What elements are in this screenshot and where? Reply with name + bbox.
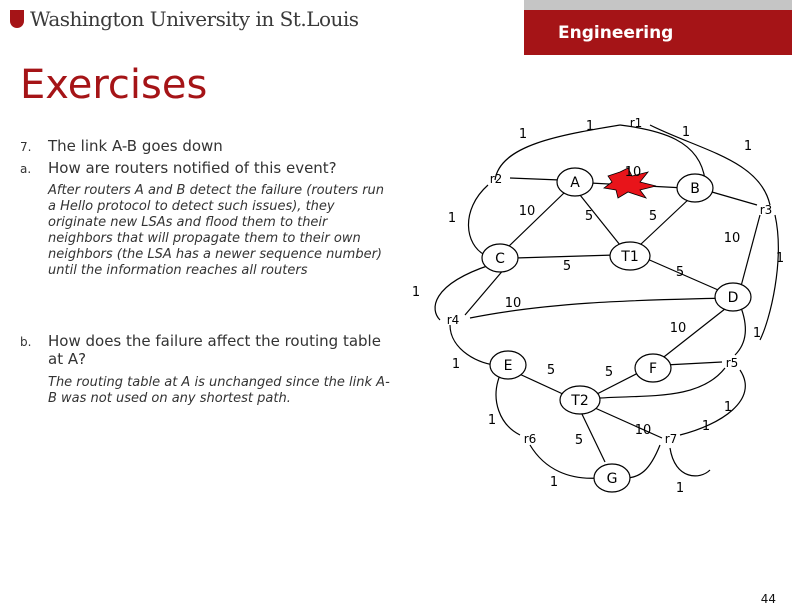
edge [505, 192, 565, 250]
item-number: 7. [20, 140, 32, 154]
answer-line: until the information reaches all routers [48, 263, 308, 278]
router-label: E [503, 358, 513, 374]
link-weight: 1 [518, 127, 528, 142]
link-weight: 5 [574, 433, 584, 448]
transit-label: T1 [621, 249, 639, 265]
router-label: D [727, 290, 739, 306]
edge [515, 255, 615, 258]
transit-label: T2 [571, 393, 589, 409]
link-weight: 5 [562, 259, 572, 274]
router-label: r2 [489, 172, 503, 186]
link-weight: 1 [487, 413, 497, 428]
link-weight: 5 [584, 209, 594, 224]
router-label: F [648, 361, 658, 377]
item-number: a. [20, 162, 32, 176]
link-weight: 1 [585, 119, 595, 134]
answer-line: neighbors (the LSA has a newer sequence number) [48, 247, 382, 262]
edge [760, 215, 778, 340]
router-label: C [495, 251, 505, 267]
link-weight: 1 [752, 326, 762, 341]
link-weight: 1 [723, 400, 733, 415]
router-label: r1 [629, 116, 643, 130]
edge [580, 410, 605, 462]
page-title: Exercises [20, 62, 208, 108]
router-label: r6 [523, 432, 537, 446]
school-name: Engineering [558, 23, 674, 43]
router-label: A [570, 175, 580, 191]
edge [495, 125, 620, 180]
edge [468, 185, 488, 255]
answer-line: After routers A and B detect the failure (routers run [48, 183, 385, 198]
edge [640, 198, 690, 245]
link-weight: 10 [669, 321, 687, 336]
link-weight: 10 [624, 165, 642, 180]
item-text: How are routers notified of this event? [48, 159, 337, 177]
item-number: b. [20, 335, 32, 349]
edge [740, 215, 760, 290]
router-label: r3 [759, 203, 773, 217]
edge [510, 178, 560, 180]
link-weight: 5 [648, 209, 658, 224]
edge [595, 408, 662, 438]
item-text-line: How does the failure affect the routing table [48, 332, 381, 350]
link-weight: 1 [775, 251, 785, 266]
page-number: 44 [760, 592, 776, 606]
router-label: r4 [446, 313, 460, 327]
edge [625, 445, 660, 478]
edge [645, 258, 725, 293]
link-weight: 1 [743, 139, 753, 154]
university-name: Washington University in St.Louis [30, 7, 359, 31]
edge [670, 448, 710, 476]
item-text-line: at A? [48, 350, 87, 368]
edge [515, 372, 565, 395]
edge [530, 445, 598, 478]
link-weight: 1 [411, 285, 421, 300]
answer-line: originate new LSAs and flood them to their [48, 215, 328, 230]
router-label: G [606, 471, 618, 487]
edge [665, 362, 722, 365]
link-weight: 1 [681, 125, 691, 140]
link-weight: 5 [604, 365, 614, 380]
link-weight: 1 [675, 481, 685, 496]
link-weight: 5 [675, 265, 685, 280]
link-weight: 1 [451, 357, 461, 372]
link-weight: 1 [549, 475, 559, 490]
edge [465, 268, 505, 315]
link-weight: 5 [546, 363, 556, 378]
edge [595, 372, 640, 395]
link-weight: 10 [634, 423, 652, 438]
answer-line: neighbors that will propagate them to their own [48, 231, 361, 246]
answer-line: a Hello protocol to detect such issues), they [48, 199, 335, 214]
router-label: r5 [725, 356, 739, 370]
router-label: B [690, 181, 700, 197]
link-weight: 1 [447, 211, 457, 226]
item-text: The link A-B goes down [48, 137, 223, 155]
answer-line: B was not used on any shortest path. [48, 391, 291, 406]
link-weight: 10 [723, 231, 741, 246]
edge [735, 305, 745, 355]
edge [496, 375, 520, 435]
link-weight: 1 [701, 419, 711, 434]
answer-line: The routing table at A is unchanged since the link A- [48, 375, 390, 390]
edge [435, 265, 490, 320]
link-weight: 10 [518, 204, 536, 219]
router-label: r7 [664, 432, 678, 446]
link-weight: 10 [504, 296, 522, 311]
